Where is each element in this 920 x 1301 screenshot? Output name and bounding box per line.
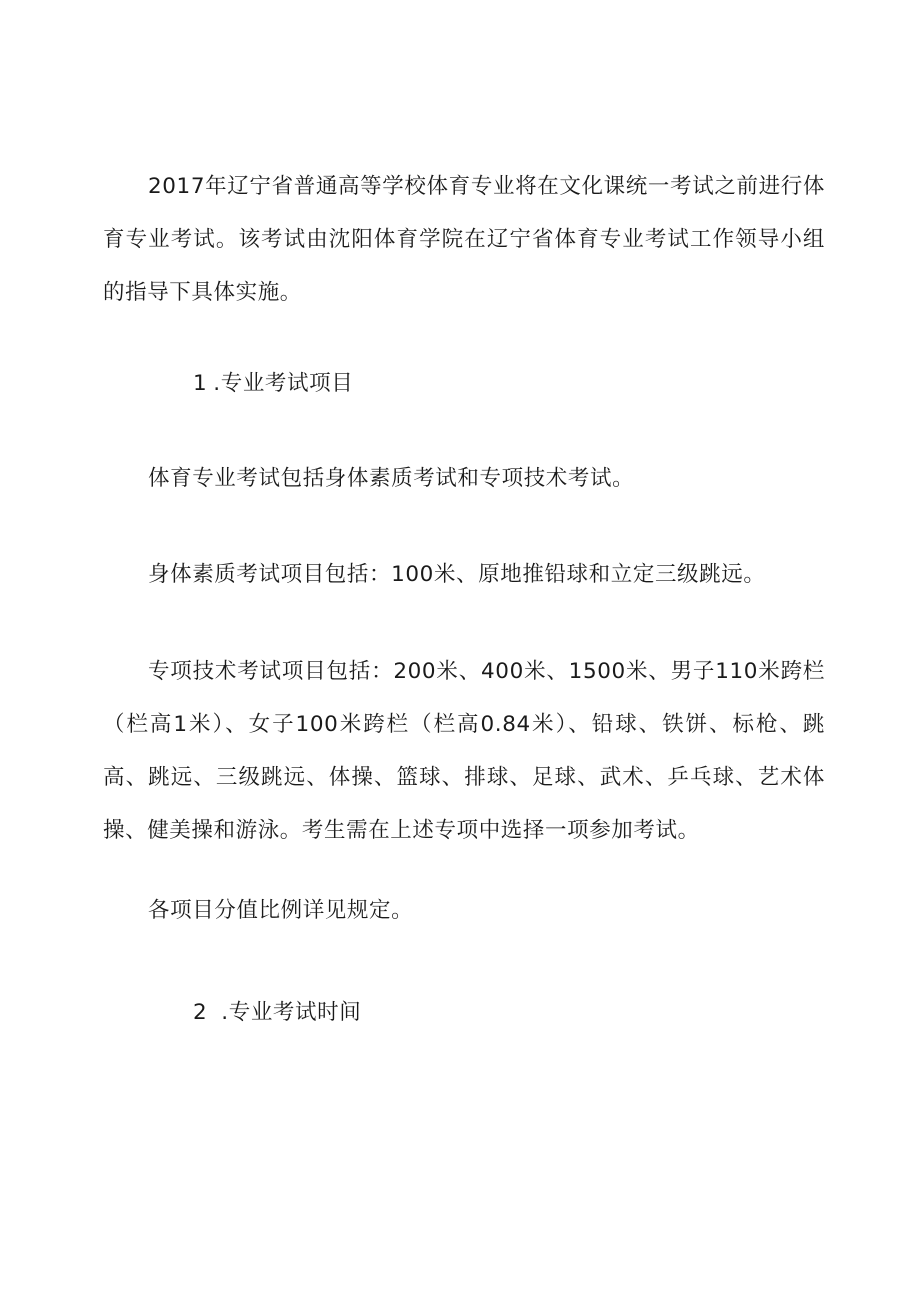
section-title-2: .专业考试时间 — [221, 1000, 362, 1025]
technical-exam-paragraph: 专项技术考试项目包括：200米、400米、1500米、男子110米跨栏（栏高1米）、女子100米跨栏（栏高0.84米）、铅球、铁饼、标枪、跳高、跳远、三级跳远、体操、篮球、排球、足球、武术、乒乓球、艺术体操、健美操和游泳。考生需在上述专项中选择一项参加考试。 — [103, 659, 825, 843]
section-title-1: .专业考试项目 — [213, 371, 354, 396]
section-heading-1 — [103, 357, 825, 410]
exam-overview-paragraph: 体育专业考试包括身体素质考试和专项技术考试。 — [148, 466, 635, 491]
score-ratio-paragraph: 各项目分值比例详见规定。 — [148, 898, 414, 923]
section-heading-2 — [103, 986, 825, 1039]
section-number-1: 1 — [193, 371, 208, 396]
section-number-2: 2 — [193, 1000, 208, 1025]
intro-paragraph: 2017年辽宁省普通高等学校体育专业将在文化课统一考试之前进行体育专业考试。该考试由沈阳体育学院在辽宁省体育专业考试工作领导小组的指导下具体实施。 — [103, 174, 825, 305]
physical-exam-paragraph: 身体素质考试项目包括：100米、原地推铅球和立定三级跳远。 — [148, 562, 766, 587]
